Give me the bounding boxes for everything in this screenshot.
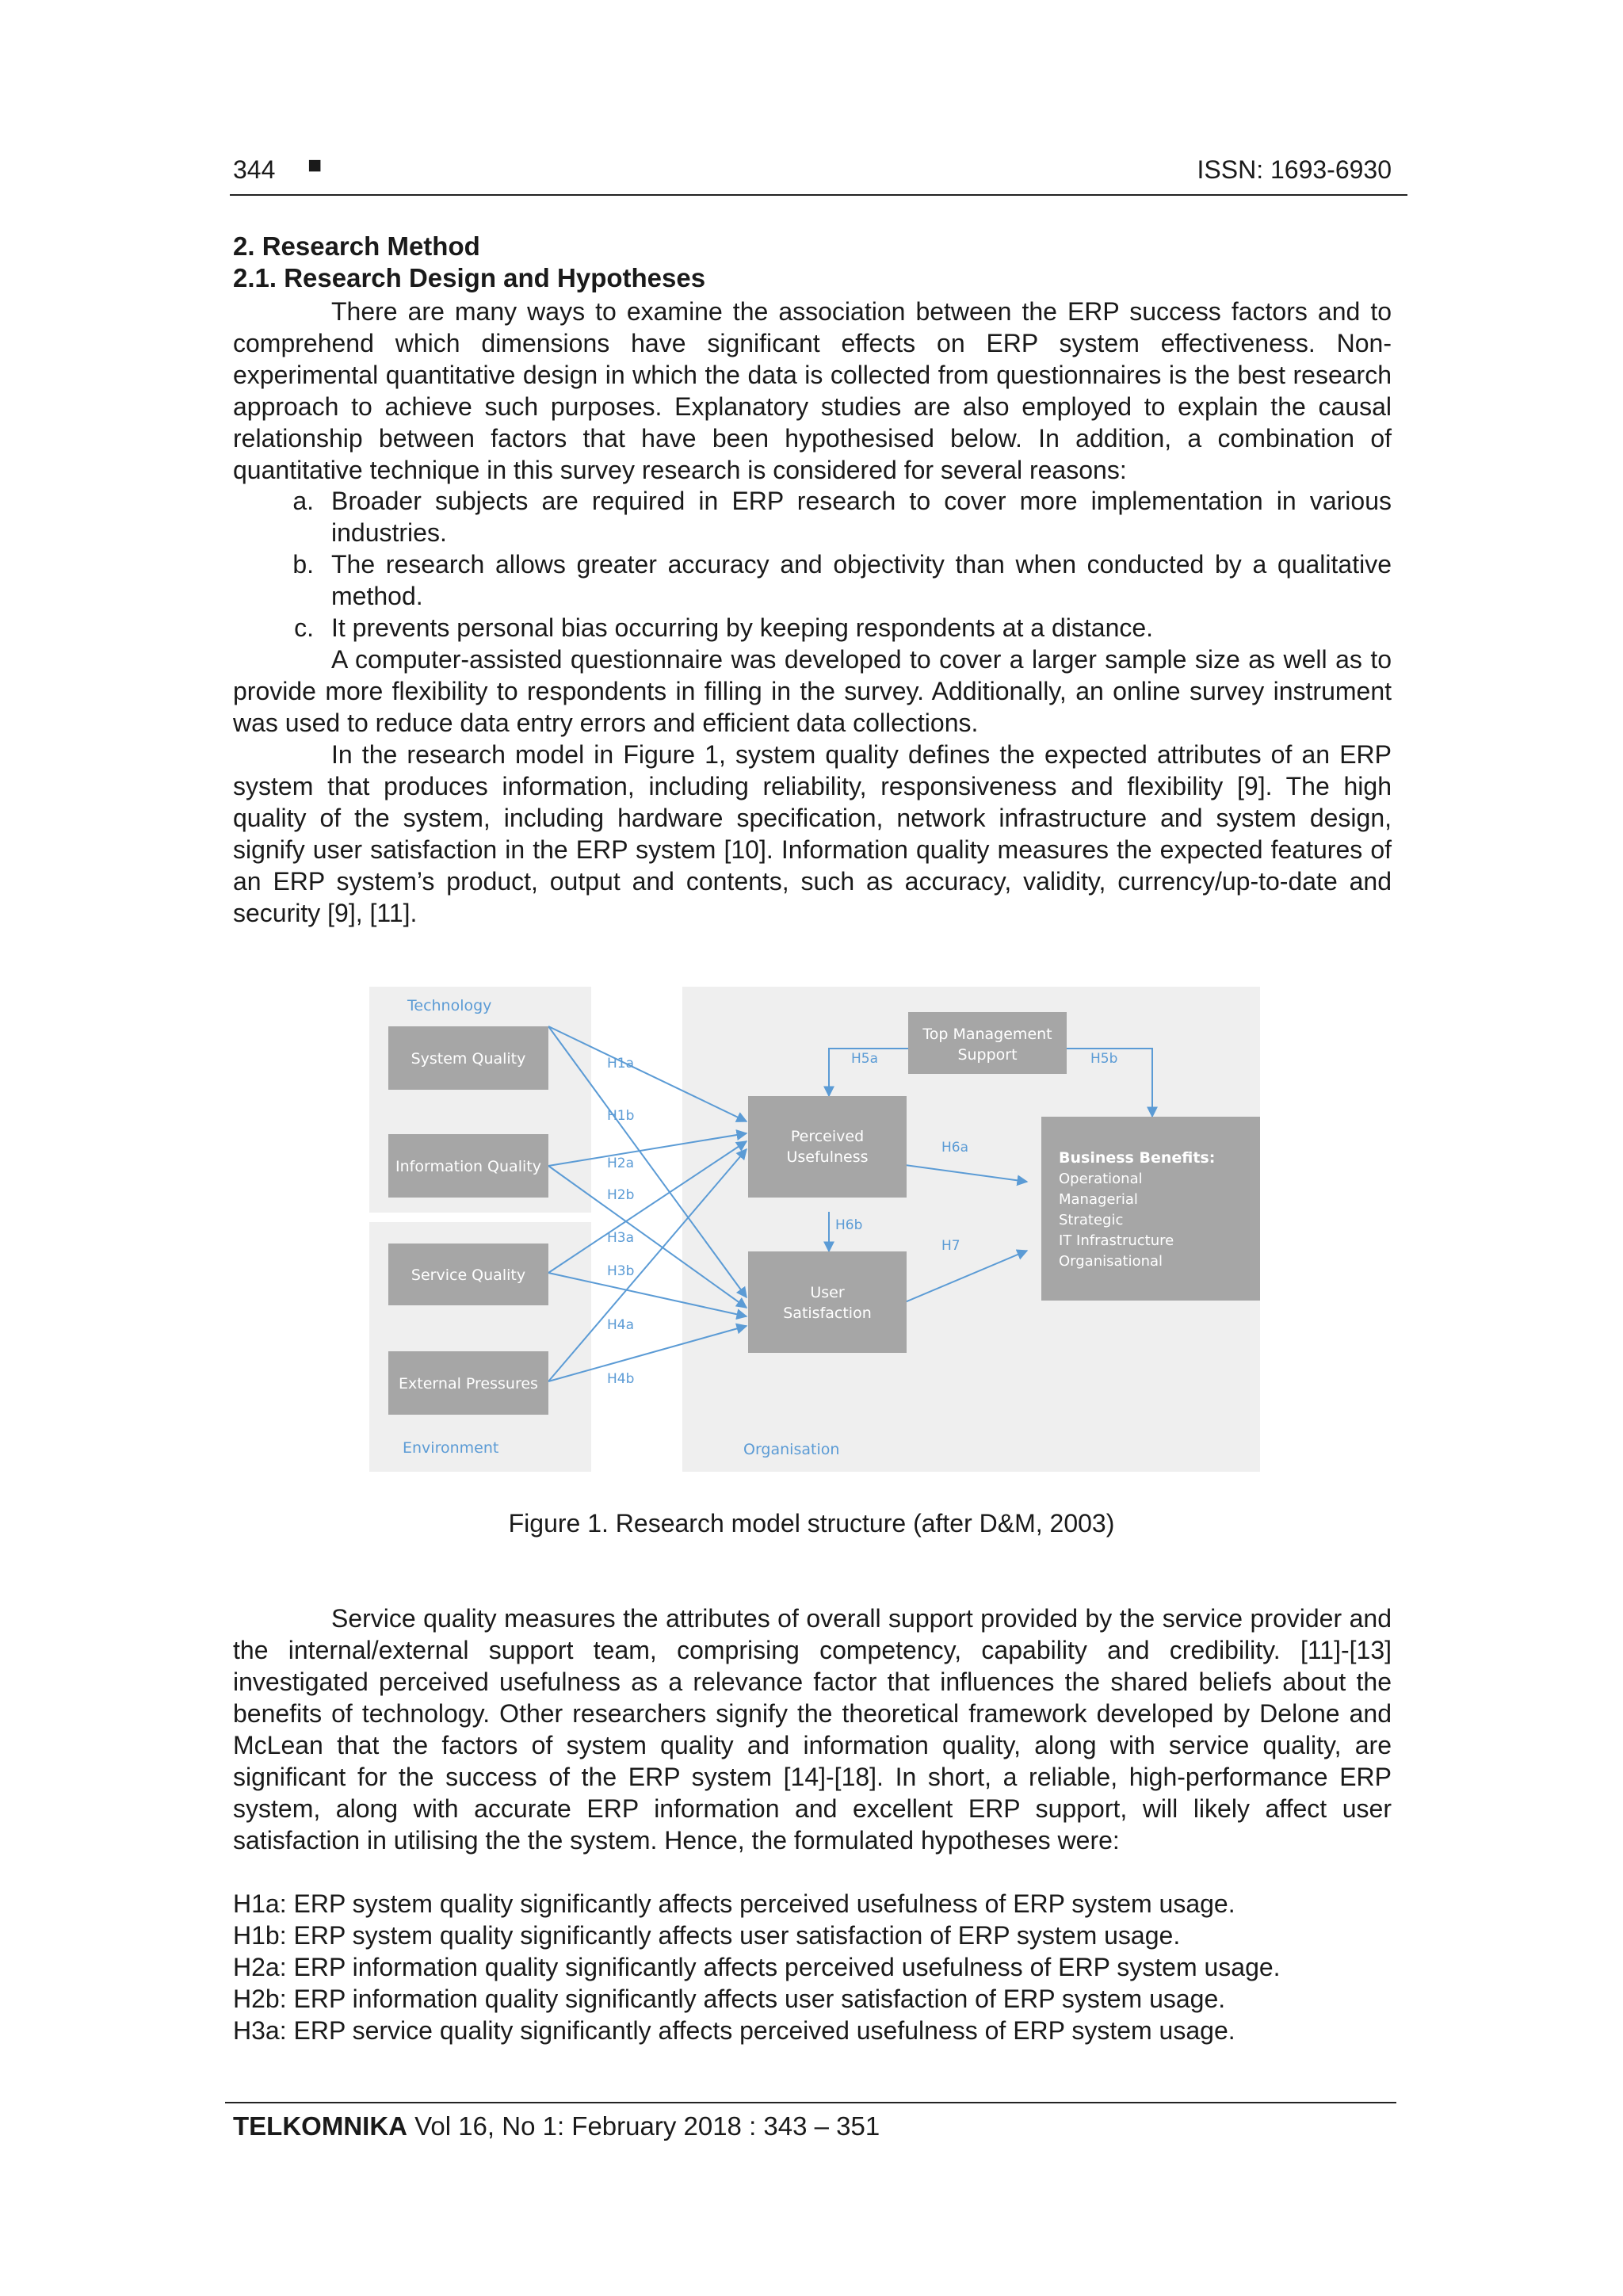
paragraph-2 [233,644,1392,739]
edge-label-h2b: H2b [607,1187,635,1203]
list-item-c [294,612,1392,644]
node-business-benefits [1041,1117,1260,1301]
edge-label-h5a: H5a [851,1051,879,1067]
benefits-title: Business Benefits: [1059,1149,1216,1167]
edge-label-h3b: H3b [607,1263,635,1279]
section-heading: 2. Research Method [233,231,480,261]
header-separator: ■ [307,152,323,178]
node-perceived-usefulness [748,1096,907,1198]
benefits-item: Managerial [1059,1191,1138,1208]
paragraph-3-text: In the research model in Figure 1, system quality defines the expected attributes of an ERP system that produces information, including reliability, responsiveness and flexibility [9]. The high quality of the system, including hardware specification, network infrastructure and system design, signify user satisfaction in the ERP system [10]. Information quality measures the expected features of an ERP system’s product, output and contents, such as accuracy, validity, currency/up-to-date and security [9], [11]. [233,740,1392,927]
node-label: Information Quality [395,1158,541,1175]
hypothesis-h1a: H1a: ERP system quality significantly affects perceived usefulness of ERP system usage. [233,1889,1235,1918]
node-service-quality [388,1244,548,1305]
edge-label-h1b: H1b [607,1108,635,1124]
node-label-line-2: Usefulness [786,1148,869,1166]
hypothesis-h1b: H1b: ERP system quality significantly affects user satisfaction of ERP system usage. [233,1921,1181,1950]
paragraph-2-text: A computer-assisted questionnaire was developed to cover a larger sample size as well as to provide more flexibility to respondents in filling in the survey. Additionally, an online survey instrument was used to reduce data entry errors and efficient data collections. [233,645,1392,737]
paragraph-1-text: There are many ways to examine the association between the ERP success factors and to comprehend which dimensions have significant effects on ERP system effectiveness. Non-experimental quantitative design in which the data is collected from questionnaires is the best research approach to achieve such purposes. Explanatory studies are also employed to explain the causal relationship between factors that have been hypothesised below. In addition, a combination of quantitative technique in this survey research is considered for several reasons: [233,297,1392,484]
research-model-figure [369,987,1260,1472]
journal-details: Vol 16, No 1: February 2018 : 343 – 351 [414,2111,880,2141]
benefits-item: Strategic [1059,1212,1124,1228]
edge-label-h4a: H4a [607,1317,635,1333]
edge-label-h5b: H5b [1090,1051,1118,1067]
edge-label-h3a: H3a [607,1230,635,1246]
paragraph-1 [233,296,1392,486]
benefits-item: Organisational [1059,1253,1163,1270]
edge-label-h4b: H4b [607,1371,635,1387]
list-marker: a. [292,487,314,515]
technology-label: Technology [407,997,492,1014]
header-rule [230,194,1407,196]
edge-label-h1a: H1a [607,1056,635,1072]
node-label-line-2: Satisfaction [783,1305,872,1322]
list-item-b [292,548,1392,612]
footer-rule [225,2102,1396,2103]
node-label-line-2: Support [957,1046,1018,1064]
edge-label-h2a: H2a [607,1156,635,1171]
hypothesis-h2a: H2a: ERP information quality significantly affects perceived usefulness of ERP system usage. [233,1953,1281,1981]
benefits-item: Operational [1059,1171,1143,1187]
edge-label-h6b: H6b [835,1217,863,1233]
node-label: Service Quality [411,1266,526,1284]
figure-caption: Figure 1. Research model structure (after D&M, 2003) [508,1509,1115,1538]
organisation-label: Organisation [743,1441,840,1458]
hypothesis-h2b: H2b: ERP information quality significantly affects user satisfaction of ERP system usage. [233,1985,1226,2013]
edge-label-h6a: H6a [941,1140,969,1156]
node-label: External Pressures [399,1375,538,1392]
paragraph-3 [233,739,1392,929]
node-label-line-1: Perceived [790,1128,865,1145]
page-number: 344 [233,155,276,184]
paragraph-4-text: Service quality measures the attributes of overall support provided by the service provider and the internal/external support team, comprising competency, capability and credibility. [11]-[13] investigated perceived usefulness as a relevance factor that influences the shared beliefs about the benefits of technology. Other researchers signify the theoretical framework developed by Delone and McLean that the factors of system quality and information quality, along with service quality, are significant for the success of the ERP system [14]-[18]. In short, a reliable, high-performance ERP system, along with accurate ERP information and excellent ERP support, will likely affect user satisfaction in utilising the the system. Hence, the formulated hypotheses were: [233,1604,1392,1855]
environment-label: Environment [403,1439,499,1457]
list-text: The research allows greater accuracy and objectivity than when conducted by a qualitative method. [331,550,1392,610]
list-marker: b. [292,550,314,579]
list-text: Broader subjects are required in ERP research to cover more implementation in various industries. [331,487,1392,547]
paragraph-4 [233,1603,1392,1856]
list-item-a [292,485,1392,548]
node-label-line-1: User [810,1284,845,1301]
issn: ISSN: 1693-6930 [1197,155,1392,184]
node-user-satisfaction [748,1251,907,1353]
journal-name: TELKOMNIKA [233,2111,407,2141]
benefits-item: IT Infrastructure [1059,1232,1174,1249]
node-information-quality [388,1134,548,1198]
edge-label-h7: H7 [941,1238,960,1254]
hypothesis-h3a: H3a: ERP service quality significantly affects perceived usefulness of ERP system usage. [233,2016,1235,2045]
list-text: It prevents personal bias occurring by keeping respondents at a distance. [331,613,1154,642]
footer [233,2111,880,2141]
node-external-pressures [388,1351,548,1415]
node-system-quality [388,1026,548,1090]
node-label: System Quality [411,1050,526,1068]
list-marker: c. [294,613,314,642]
node-label-line-1: Top Management [922,1026,1052,1043]
node-top-management-support [908,1012,1067,1074]
subsection-heading: 2.1. Research Design and Hypotheses [233,263,706,292]
